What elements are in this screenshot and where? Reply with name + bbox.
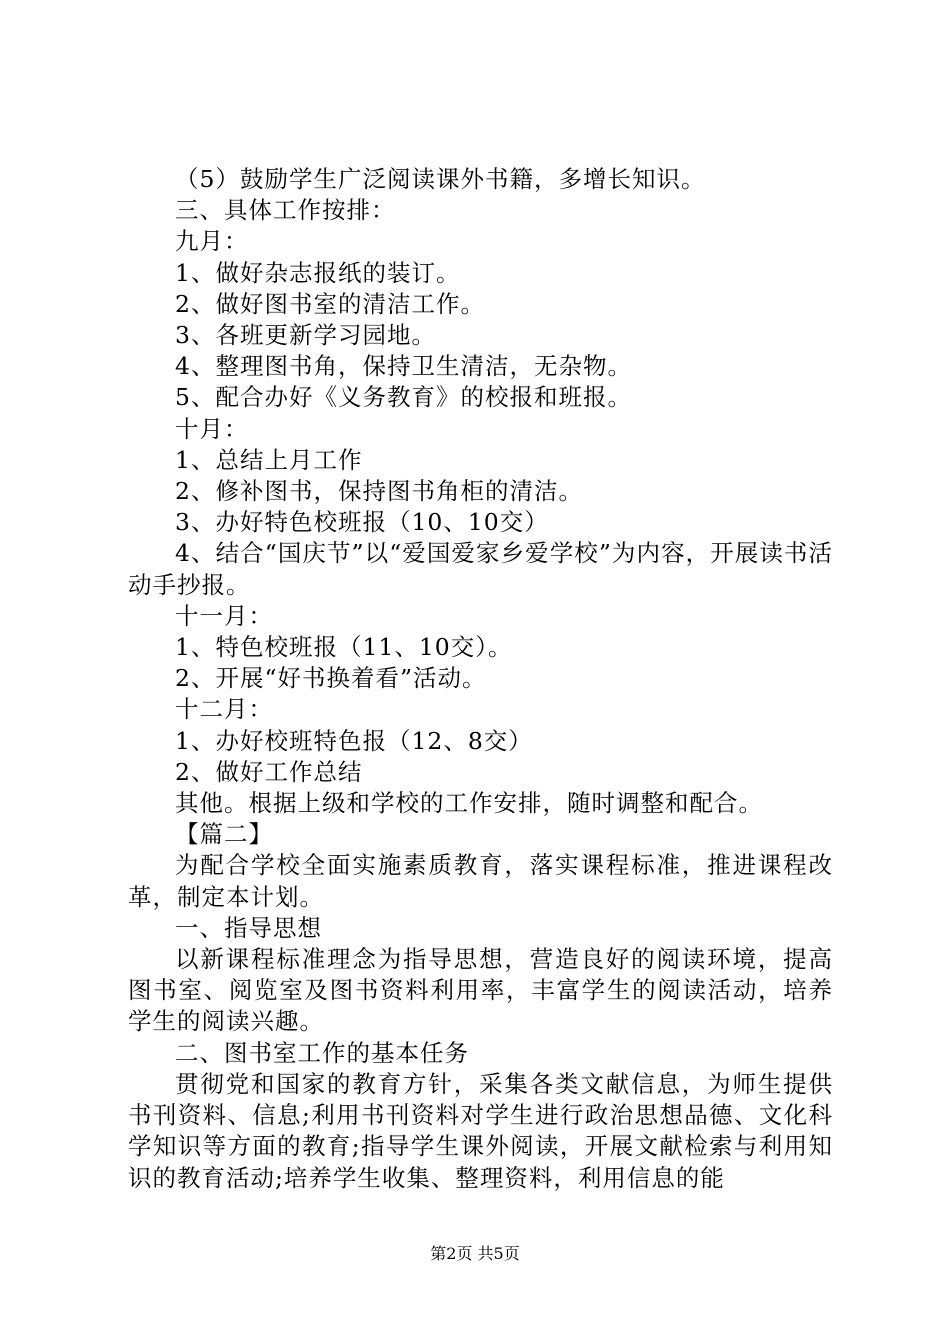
paragraph: 贯彻党和国家的教育方针，采集各类文献信息，为师生提供书刊资料、信息;利用书刊资料对学生进行政治思想品德、文化科学知识等方面的教育;指导学生课外阅读，开展文献检索与利用知识的教育活动;培养学生收集、整理资料，利用信息的能 — [128, 1069, 833, 1192]
chapter-heading: 【篇二】 — [175, 820, 273, 849]
paragraph: 为配合学校全面实施素质教育，落实课程标准，推进课程改革，制定本计划。 — [128, 851, 833, 911]
list-item: 2、开展“好书换着看”活动。 — [175, 664, 487, 693]
list-item: 3、各班更新学习园地。 — [175, 321, 436, 350]
list-item: 2、修补图书，保持图书角柜的清洁。 — [175, 477, 583, 506]
page-number-footer: 第2页 共5页 — [430, 1244, 520, 1263]
list-item: 1、特色校班报（11、10交）。 — [175, 633, 513, 662]
list-item: 1、办好校班特色报（12、8交） — [175, 726, 533, 755]
list-item: 5、配合办好《义务教育》的校报和班报。 — [175, 383, 632, 412]
list-item: 3、办好特色校班报（10、10交） — [175, 508, 549, 537]
month-heading: 十一月： — [175, 601, 273, 630]
document-body — [128, 164, 833, 1194]
list-item-paragraph: 4、结合“国庆节”以“爱国爱家乡爱学校”为内容，开展读书活动手抄报。 — [128, 539, 833, 599]
month-heading: 十二月： — [175, 695, 273, 724]
list-item: 4、整理图书角，保持卫生清洁，无杂物。 — [175, 352, 632, 381]
list-item: 2、做好工作总结 — [175, 757, 363, 786]
section-heading: 一、指导思想 — [175, 913, 322, 942]
list-item: 2、做好图书室的清洁工作。 — [175, 289, 485, 318]
list-item: 1、总结上月工作 — [175, 445, 363, 474]
month-heading: 十月： — [175, 414, 249, 443]
paragraph: 以新课程标准理念为指导思想，营造良好的阅读环境，提高图书室、阅览室及图书资料利用率，丰富学生的阅读活动，培养学生的阅读兴趣。 — [128, 945, 833, 1036]
month-heading: 九月： — [175, 227, 249, 256]
text-line: 其他。根据上级和学校的工作安排，随时调整和配合。 — [175, 789, 763, 818]
section-heading: 三、具体工作按排： — [175, 196, 396, 225]
text-line: （5）鼓励学生广泛阅读课外书籍，多增长知识。 — [175, 165, 706, 193]
list-item: 1、做好杂志报纸的装订。 — [175, 258, 461, 287]
section-heading: 二、图书室工作的基本任务 — [175, 1038, 469, 1067]
